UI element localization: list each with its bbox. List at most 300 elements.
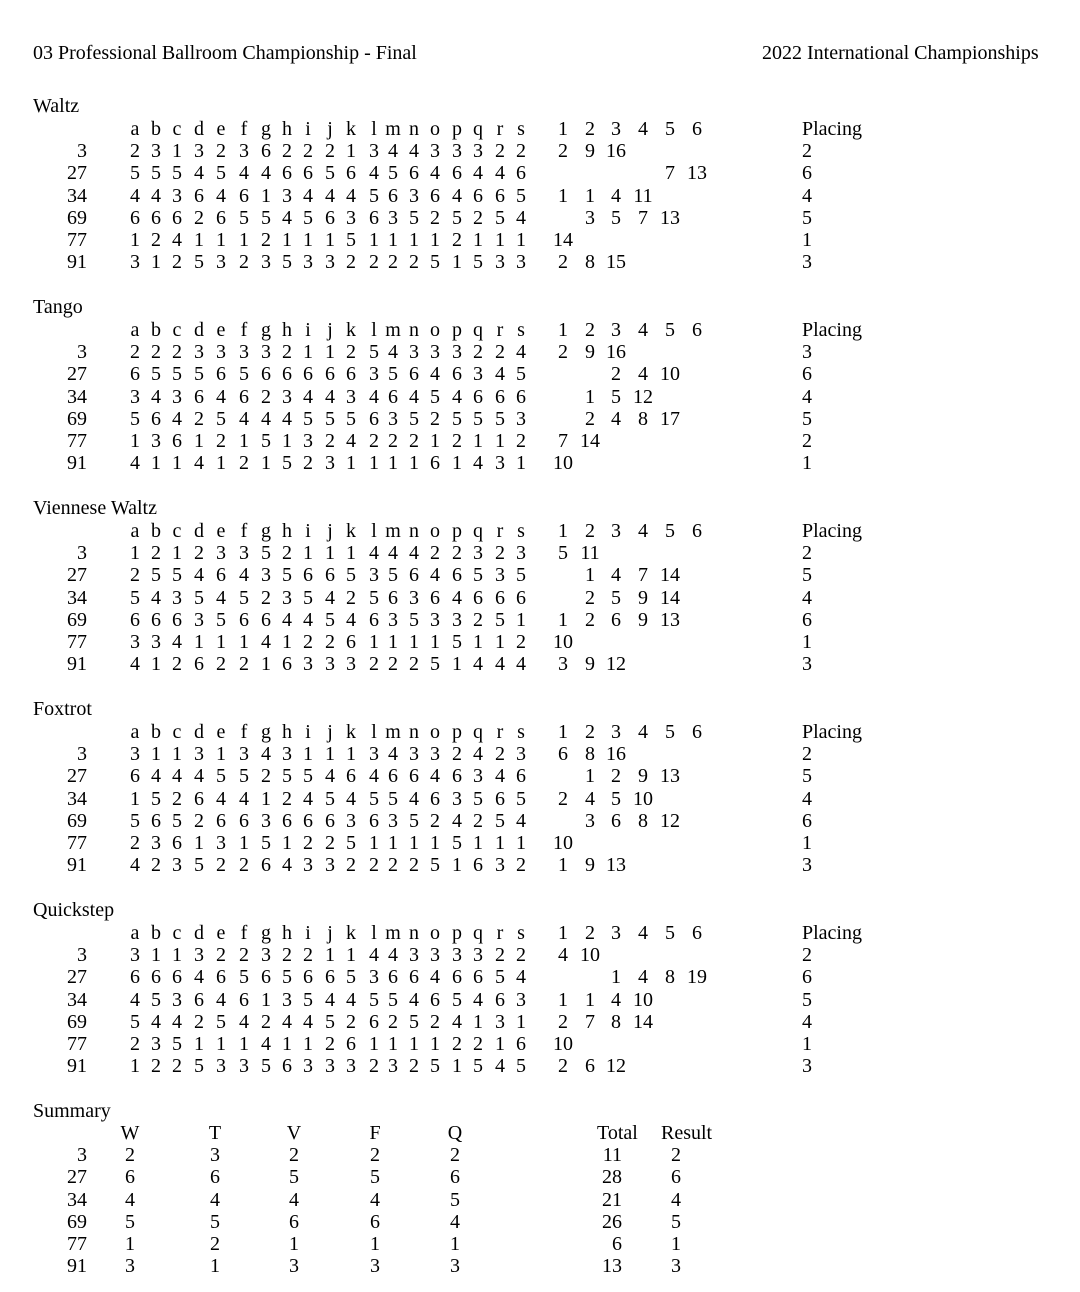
judge-mark: 3 (239, 743, 249, 766)
judge-mark: 6 (216, 363, 226, 386)
judge-mark: 6 (261, 608, 271, 631)
judge-letter: r (496, 319, 504, 341)
judge-mark: 1 (172, 140, 182, 163)
judge-mark: 3 (261, 564, 271, 587)
judge-mark: 3 (369, 140, 379, 163)
cumulative-count: 14 (580, 430, 600, 452)
couple-number: 69 (67, 1010, 87, 1033)
cumulative-count: 9 (638, 586, 648, 609)
judge-mark: 1 (473, 430, 483, 452)
dance-placing: 6 (802, 363, 812, 386)
judge-mark: 1 (303, 542, 313, 565)
judge-mark: 6 (282, 162, 292, 185)
judge-mark: 6 (261, 363, 271, 386)
judge-mark: 4 (516, 966, 526, 989)
judge-mark: 2 (388, 251, 398, 274)
judge-mark: 3 (516, 251, 526, 274)
summary-result: 3 (671, 1255, 681, 1278)
judge-mark: 6 (151, 966, 161, 989)
cumulative-count: 10 (660, 363, 680, 386)
judge-mark: 1 (388, 229, 398, 251)
judge-mark: 3 (282, 743, 292, 766)
judge-letter: n (409, 520, 419, 542)
judge-mark: 2 (452, 229, 462, 251)
judge-mark: 1 (261, 452, 271, 475)
judge-mark: 6 (282, 363, 292, 386)
judge-mark: 5 (369, 988, 379, 1011)
dance-placing: 1 (802, 229, 812, 251)
judge-mark: 5 (409, 608, 419, 631)
judge-mark: 2 (452, 430, 462, 452)
judge-mark: 4 (261, 631, 271, 653)
judge-mark: 3 (261, 341, 271, 364)
judge-mark: 5 (409, 407, 419, 430)
couple-number: 91 (67, 854, 87, 877)
dance-placing: 4 (802, 1010, 812, 1033)
judge-mark: 2 (473, 809, 483, 832)
placing-header: Placing (802, 319, 862, 341)
judge-mark: 5 (388, 564, 398, 587)
judge-mark: 1 (239, 1033, 249, 1055)
judge-mark: 5 (430, 1055, 440, 1078)
judge-mark: 6 (388, 184, 398, 207)
judge-mark: 1 (172, 542, 182, 565)
summary-placing: 3 (450, 1255, 460, 1278)
judge-mark: 4 (239, 162, 249, 185)
judge-mark: 5 (452, 407, 462, 430)
cumulative-count: 2 (558, 140, 568, 163)
cumulative-count: 10 (553, 832, 573, 854)
judge-mark: 6 (516, 1033, 526, 1055)
judge-mark: 3 (495, 854, 505, 877)
judge-mark: 6 (194, 988, 204, 1011)
couple-number: 69 (67, 1210, 87, 1233)
judge-mark: 2 (194, 206, 204, 229)
judge-mark: 3 (194, 743, 204, 766)
judge-mark: 5 (516, 363, 526, 386)
judge-mark: 4 (239, 787, 249, 810)
judge-mark: 1 (430, 430, 440, 452)
judge-mark: 3 (282, 385, 292, 408)
judge-mark: 6 (303, 162, 313, 185)
judge-letter: d (194, 721, 204, 743)
cumulative-count: 14 (660, 564, 680, 587)
dance-placing: 1 (802, 1033, 812, 1055)
judge-mark: 5 (151, 363, 161, 386)
judge-letter: o (430, 319, 440, 341)
summary-placing: 5 (370, 1166, 380, 1189)
judge-mark: 2 (516, 430, 526, 452)
judge-mark: 1 (261, 184, 271, 207)
judge-mark: 2 (516, 944, 526, 967)
judge-mark: 3 (430, 608, 440, 631)
judge-mark: 5 (261, 430, 271, 452)
judge-mark: 3 (516, 988, 526, 1011)
summary-placing: 6 (450, 1166, 460, 1189)
cumulative-count: 13 (660, 765, 680, 788)
judge-mark: 6 (172, 966, 182, 989)
dance-placing: 4 (802, 787, 812, 810)
judge-mark: 2 (151, 341, 161, 364)
cumulative-count: 14 (553, 229, 573, 251)
judge-mark: 5 (282, 452, 292, 475)
dance-title: Tango (33, 296, 83, 318)
judge-mark: 6 (261, 140, 271, 163)
judge-mark: 6 (369, 1010, 379, 1033)
judge-mark: 1 (346, 944, 356, 967)
judge-mark: 3 (325, 653, 335, 676)
judge-mark: 3 (130, 631, 140, 653)
judge-mark: 1 (303, 1033, 313, 1055)
summary-result: 4 (671, 1188, 681, 1211)
judge-letter: j (327, 118, 333, 140)
judge-mark: 3 (239, 140, 249, 163)
judge-mark: 5 (346, 966, 356, 989)
judge-mark: 6 (369, 809, 379, 832)
couple-number: 77 (67, 832, 87, 854)
judge-mark: 4 (430, 363, 440, 386)
couple-number: 27 (67, 1166, 87, 1189)
judge-letter: f (240, 922, 248, 944)
couple-number: 3 (77, 542, 87, 565)
judge-mark: 4 (388, 140, 398, 163)
judge-letter: e (216, 520, 226, 542)
cumulative-count: 4 (638, 966, 648, 989)
judge-mark: 3 (282, 586, 292, 609)
judge-mark: 1 (282, 1033, 292, 1055)
judge-mark: 1 (130, 1055, 140, 1078)
judge-mark: 2 (409, 854, 419, 877)
cumulative-count: 6 (558, 743, 568, 766)
judge-mark: 6 (473, 385, 483, 408)
summary-placing: 4 (450, 1210, 460, 1233)
summary-placing: 1 (210, 1255, 220, 1278)
judge-mark: 5 (130, 162, 140, 185)
cumulative-count: 1 (558, 184, 568, 207)
judge-mark: 6 (409, 765, 419, 788)
judge-mark: 2 (303, 944, 313, 967)
summary-placing: 5 (289, 1166, 299, 1189)
judge-letter: a (130, 520, 140, 542)
judge-mark: 2 (282, 341, 292, 364)
judge-mark: 4 (495, 765, 505, 788)
judge-letter: c (172, 922, 182, 944)
judge-mark: 2 (216, 944, 226, 967)
judge-mark: 5 (151, 787, 161, 810)
summary-total: 11 (602, 1144, 622, 1167)
judge-mark: 2 (194, 407, 204, 430)
couple-number: 91 (67, 653, 87, 676)
cumulative-count: 8 (638, 809, 648, 832)
summary-placing: 1 (289, 1233, 299, 1255)
judge-mark: 4 (516, 341, 526, 364)
summary-placing: 3 (370, 1255, 380, 1278)
couple-number: 3 (77, 944, 87, 967)
judge-mark: 6 (172, 608, 182, 631)
judge-mark: 5 (325, 407, 335, 430)
judge-mark: 4 (282, 1010, 292, 1033)
judge-letter: p (452, 721, 462, 743)
judge-mark: 2 (194, 809, 204, 832)
summary-placing: 6 (289, 1210, 299, 1233)
judge-mark: 1 (151, 452, 161, 475)
cumulative-count: 8 (585, 743, 595, 766)
dance-placing: 5 (802, 564, 812, 587)
judge-letter: c (172, 721, 182, 743)
summary-placing: 2 (450, 1144, 460, 1167)
judge-mark: 6 (346, 1033, 356, 1055)
result-header: Result (661, 1122, 713, 1144)
judge-mark: 2 (495, 542, 505, 565)
place-column-header: 6 (692, 922, 702, 944)
judge-mark: 6 (172, 430, 182, 452)
judge-mark: 4 (282, 854, 292, 877)
judge-mark: 4 (452, 385, 462, 408)
judge-mark: 1 (369, 452, 379, 475)
judge-mark: 1 (430, 1033, 440, 1055)
judge-mark: 2 (194, 542, 204, 565)
judge-mark: 3 (216, 542, 226, 565)
judge-mark: 4 (325, 988, 335, 1011)
judge-mark: 2 (303, 452, 313, 475)
judge-mark: 1 (216, 229, 226, 251)
judge-mark: 5 (430, 385, 440, 408)
judge-mark: 1 (473, 832, 483, 854)
judge-mark: 2 (194, 1010, 204, 1033)
judge-mark: 2 (325, 1033, 335, 1055)
judge-mark: 2 (369, 1055, 379, 1078)
judge-mark: 2 (369, 653, 379, 676)
judge-mark: 4 (388, 542, 398, 565)
judge-mark: 4 (216, 385, 226, 408)
judge-mark: 1 (409, 631, 419, 653)
judge-mark: 5 (130, 586, 140, 609)
judge-mark: 6 (261, 854, 271, 877)
judge-letter: j (327, 721, 333, 743)
judge-mark: 3 (282, 988, 292, 1011)
judge-mark: 5 (282, 765, 292, 788)
cumulative-count: 1 (611, 966, 621, 989)
judge-mark: 1 (239, 430, 249, 452)
judge-mark: 5 (172, 363, 182, 386)
judge-mark: 3 (261, 251, 271, 274)
placing-header: Placing (802, 520, 862, 542)
judge-mark: 3 (303, 854, 313, 877)
judge-letter: g (261, 319, 271, 341)
judge-letter: h (282, 319, 292, 341)
judge-mark: 3 (194, 608, 204, 631)
judge-mark: 2 (430, 206, 440, 229)
dance-placing: 4 (802, 586, 812, 609)
couple-number: 34 (67, 787, 87, 810)
judge-mark: 4 (282, 407, 292, 430)
place-column-header: 4 (638, 520, 648, 542)
judge-mark: 4 (151, 765, 161, 788)
judge-mark: 4 (325, 586, 335, 609)
judge-mark: 6 (346, 765, 356, 788)
judge-mark: 6 (151, 608, 161, 631)
cumulative-count: 5 (558, 542, 568, 565)
judge-mark: 3 (409, 743, 419, 766)
judge-mark: 5 (495, 966, 505, 989)
judge-mark: 3 (473, 765, 483, 788)
judge-mark: 2 (388, 854, 398, 877)
placing-header: Placing (802, 118, 862, 140)
judge-mark: 6 (194, 184, 204, 207)
judge-mark: 1 (325, 341, 335, 364)
judge-mark: 5 (473, 787, 483, 810)
summary-column-header: T (208, 1122, 222, 1144)
placing-header: Placing (802, 721, 862, 743)
judge-mark: 6 (130, 608, 140, 631)
judge-mark: 2 (430, 1010, 440, 1033)
couple-number: 91 (67, 452, 87, 475)
judge-mark: 5 (473, 251, 483, 274)
judge-mark: 1 (516, 1010, 526, 1033)
couple-number: 77 (67, 631, 87, 653)
judge-mark: 3 (172, 854, 182, 877)
judge-mark: 1 (194, 229, 204, 251)
summary-placing: 5 (125, 1210, 135, 1233)
judge-mark: 1 (409, 229, 419, 251)
judge-mark: 3 (430, 944, 440, 967)
cumulative-count: 4 (611, 184, 621, 207)
dance-placing: 5 (802, 206, 812, 229)
judge-letter: s (517, 922, 525, 944)
judge-mark: 2 (452, 1033, 462, 1055)
cumulative-count: 4 (611, 564, 621, 587)
judge-mark: 1 (325, 743, 335, 766)
summary-result: 6 (671, 1166, 681, 1189)
judge-mark: 1 (430, 229, 440, 251)
cumulative-count: 9 (638, 608, 648, 631)
couple-number: 27 (67, 162, 87, 185)
judge-mark: 4 (473, 452, 483, 475)
judge-mark: 2 (452, 542, 462, 565)
couple-number: 27 (67, 363, 87, 386)
couple-number: 77 (67, 229, 87, 251)
cumulative-count: 19 (687, 966, 707, 989)
judge-mark: 2 (172, 251, 182, 274)
judge-letter: f (240, 118, 248, 140)
judge-mark: 6 (473, 184, 483, 207)
judge-mark: 3 (346, 1055, 356, 1078)
judge-mark: 3 (216, 1055, 226, 1078)
summary-total: 28 (602, 1166, 622, 1189)
judge-mark: 1 (516, 832, 526, 854)
judge-mark: 3 (172, 988, 182, 1011)
judge-mark: 3 (325, 251, 335, 274)
judge-mark: 3 (130, 251, 140, 274)
judge-mark: 2 (239, 251, 249, 274)
judge-mark: 4 (172, 229, 182, 251)
judge-letter: e (216, 721, 226, 743)
summary-total: 21 (602, 1188, 622, 1211)
judge-letter: p (452, 118, 462, 140)
judge-letter: l (371, 118, 377, 140)
judge-letter: r (496, 922, 504, 944)
judge-mark: 5 (346, 564, 356, 587)
place-column-header: 1 (558, 319, 568, 341)
judge-mark: 5 (239, 966, 249, 989)
judge-mark: 6 (516, 765, 526, 788)
judge-mark: 1 (303, 743, 313, 766)
cumulative-count: 14 (633, 1010, 653, 1033)
judge-mark: 6 (325, 363, 335, 386)
judge-letter: r (496, 721, 504, 743)
judge-letter: p (452, 922, 462, 944)
judge-letter: b (151, 922, 161, 944)
summary-placing: 1 (370, 1233, 380, 1255)
judge-mark: 6 (409, 363, 419, 386)
cumulative-count: 1 (558, 608, 568, 631)
judge-letter: l (371, 319, 377, 341)
judge-mark: 5 (216, 608, 226, 631)
summary-placing: 4 (370, 1188, 380, 1211)
judge-mark: 3 (303, 251, 313, 274)
judge-mark: 4 (261, 407, 271, 430)
place-column-header: 2 (585, 118, 595, 140)
judge-mark: 4 (495, 1055, 505, 1078)
judge-letter: f (240, 520, 248, 542)
judge-letter: m (385, 922, 401, 944)
judge-mark: 4 (409, 542, 419, 565)
judge-mark: 1 (495, 430, 505, 452)
judge-mark: 5 (172, 162, 182, 185)
judge-mark: 6 (216, 564, 226, 587)
judge-letter: b (151, 721, 161, 743)
judge-mark: 4 (452, 1010, 462, 1033)
dance-placing: 5 (802, 765, 812, 788)
judge-mark: 1 (430, 832, 440, 854)
judge-mark: 4 (495, 363, 505, 386)
judge-mark: 2 (452, 743, 462, 766)
judge-mark: 5 (388, 363, 398, 386)
judge-mark: 3 (452, 944, 462, 967)
judge-mark: 4 (261, 743, 271, 766)
judge-mark: 5 (172, 809, 182, 832)
summary-placing: 4 (210, 1188, 220, 1211)
place-column-header: 1 (558, 721, 568, 743)
judge-mark: 5 (369, 184, 379, 207)
cumulative-count: 15 (606, 251, 626, 274)
judge-mark: 4 (430, 162, 440, 185)
judge-mark: 4 (452, 809, 462, 832)
judge-mark: 6 (303, 564, 313, 587)
judge-mark: 6 (172, 206, 182, 229)
judge-mark: 3 (151, 1033, 161, 1055)
judge-mark: 3 (430, 743, 440, 766)
judge-mark: 2 (369, 251, 379, 274)
judge-mark: 1 (151, 743, 161, 766)
judge-mark: 5 (261, 206, 271, 229)
judge-mark: 5 (239, 765, 249, 788)
cumulative-count: 9 (585, 854, 595, 877)
judge-mark: 1 (282, 832, 292, 854)
judge-mark: 6 (282, 809, 292, 832)
judge-mark: 1 (194, 832, 204, 854)
judge-mark: 2 (261, 385, 271, 408)
judge-mark: 2 (495, 140, 505, 163)
judge-mark: 2 (172, 787, 182, 810)
judge-mark: 3 (369, 743, 379, 766)
judge-mark: 4 (516, 809, 526, 832)
judge-mark: 5 (282, 251, 292, 274)
judge-mark: 2 (303, 631, 313, 653)
judge-mark: 5 (409, 809, 419, 832)
judge-letter: i (305, 118, 311, 140)
judge-mark: 1 (452, 1055, 462, 1078)
